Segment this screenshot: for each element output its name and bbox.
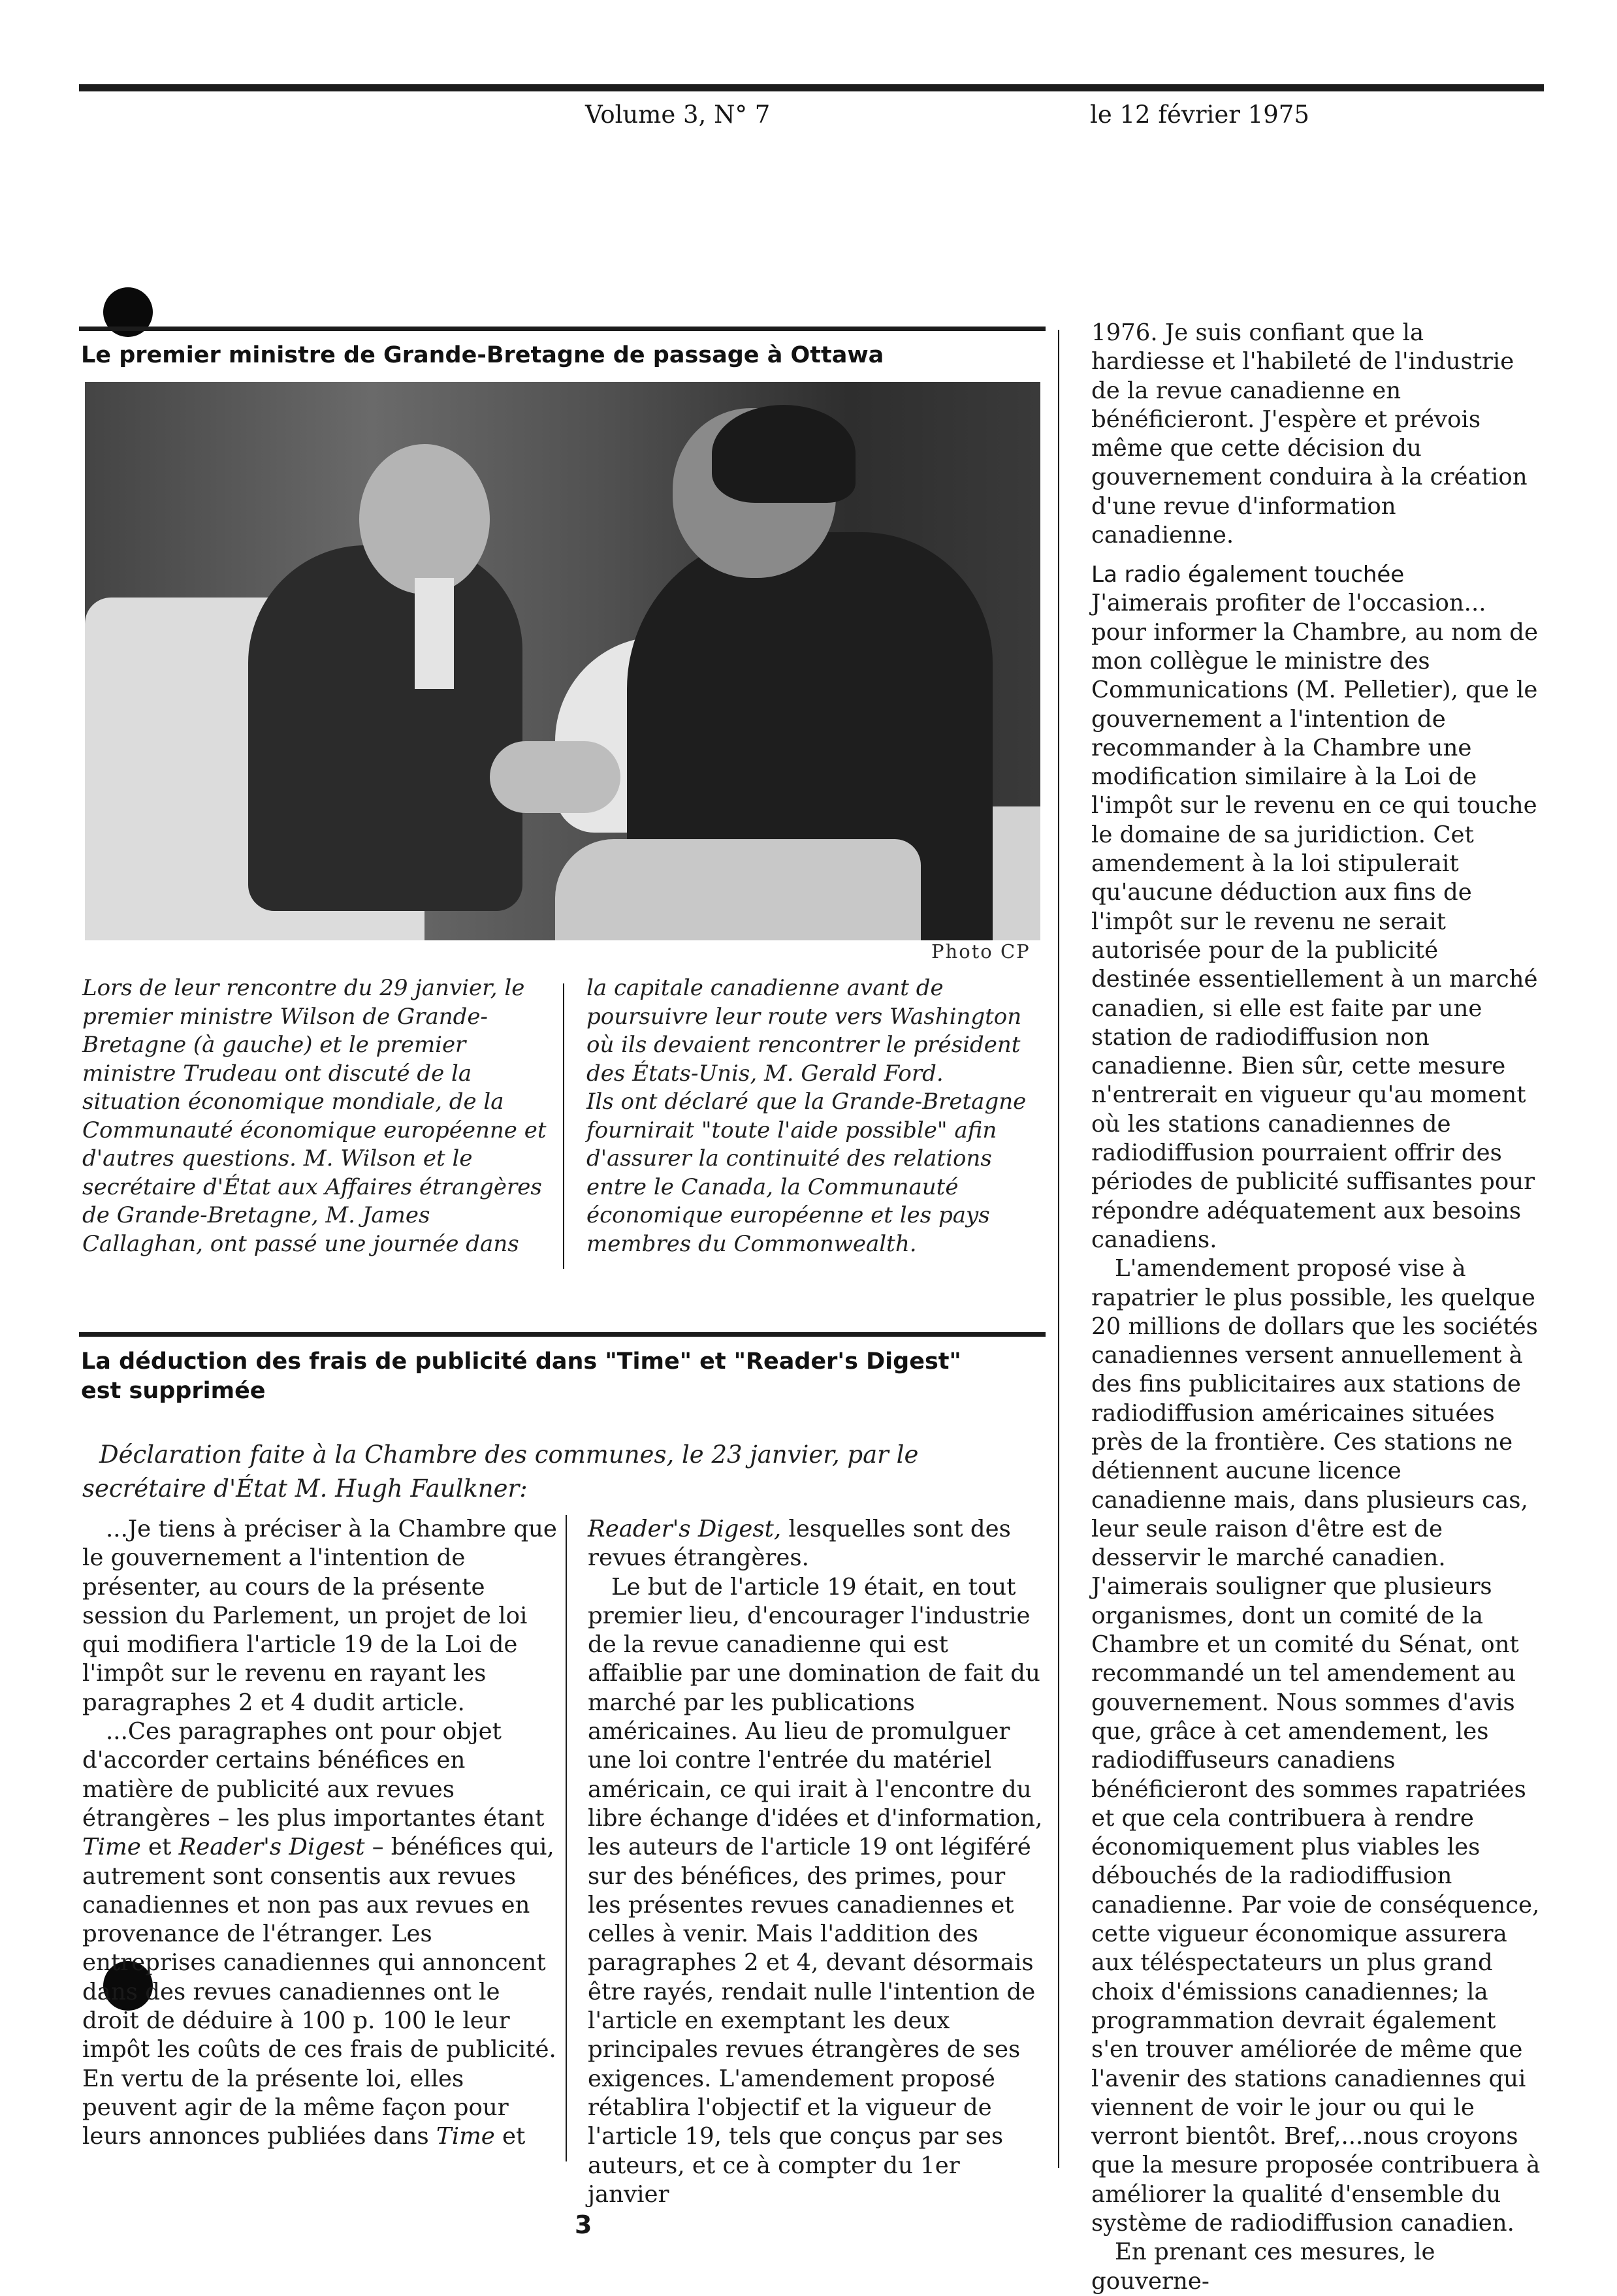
article2-col3-paragraph-0: 1976. Je suis confiant que la hardiesse et l'habileté de l'industrie de la revue canadienne en bénéficieront. J'espère et prévois même que cette décision du gouvernement conduira à la création d'une revue d'information canadienne.	[1091, 319, 1528, 549]
photo-trousers	[555, 839, 921, 940]
meeting-photo	[85, 382, 1040, 940]
article2-col2-paragraph-0	[588, 1515, 1045, 1573]
article2-col1-paragraph-2	[82, 1717, 563, 2151]
article2-col3-paragraph-1: J'aimerais profiter de l'occasion... pour informer la Chambre, au nom de mon collègue le ministre des Communications (M. Pelletier), que le gouvernement a l'intention de recommander à la Chambre une modification similaire à la Loi de l'impôt sur le revenu en ce qui touche le domaine de sa juridiction. Cet amendement à la loi stipulerait qu'aucune déduction aux fins de l'impôt sur le revenu ne serait autorisée pour de la publicité destinée essentiellement à un marché canadien, si elle est faite par une station de radiodiffusion non canadienne. Bien sûr, cette mesure n'entrerait en vigueur qu'au moment où les stations canadiennes de radiodiffusion pourraient offrir des périodes de publicité suffisantes pour répondre adéquatement aux besoins canadiens.	[1091, 590, 1538, 1253]
col1-p2-time: Time	[82, 1834, 141, 1861]
article2-divider-2	[1058, 330, 1059, 2168]
top-rule	[79, 84, 1544, 91]
article2-divider-1	[566, 1515, 567, 2161]
article2-headline: La déduction des frais de publicité dans "Time" et "Reader's Digest" est supprimée	[81, 1348, 961, 1404]
article2-col3-paragraph-2: L'amendement proposé vise à rapatrier le plus possible, les quelque 20 millions de dollars que les sociétés canadiennes versent annuellement à des fins publicitaires aux stations de radiodiffusion américaines situées près de la frontière. Ces stations ne détiennent aucune licence canadienne mais, dans plusieurs cas, leur seule raison d'être est de desservir le marché canadien. J'aimerais souligner que plusieurs organismes, dont un comité de la Chambre et un comité du Sénat, ont recommandé un tel amendement au gouvernement. Nous sommes d'avis que, grâce à cet amendement, les radiodiffuseurs canadiens bénéficieront des sommes rapatriées et que cela contribuera à rendre économiquement plus viables les débouchés de la radiodiffusion canadienne. Par voie de conséquence, cette vigueur économique assurera aux téléspectateurs un plus grand choix d'émissions canadiennes; la programmation devrait également s'en trouver améliorée de même que l'avenir des stations canadiennes qui viennent de voir le jour ou qui le verront bientôt. Bref,...nous croyons que la mesure proposée contribuera à améliorer la qualité d'ensemble du système de radiodiffusion canadien.	[1091, 1255, 1541, 2237]
article1-rule	[79, 327, 1046, 331]
col1-p2-text-b: – bénéfices qui, autrement sont consentis aux revues canadiennes et non pas aux revues en provenance de l'étranger. Les entreprises canadiennes qui annoncent dans des revues canadiennes ont le droit de déduire à 100 p. 100 le leur impôt les coûts de ces frais de publicité. En vertu de la présente loi, elles peuvent agir de la même façon pour leurs annonces publiées dans	[82, 1834, 556, 2150]
volume-number: Volume 3, N° 7	[585, 101, 771, 129]
caption-column-2-part1: la capitale canadienne avant de poursuivre leur route vers Washington où ils devaient rencontrer le président des États-Unis, M. Gerald Ford.	[586, 975, 1022, 1087]
caption-column-1: Lors de leur rencontre du 29 janvier, le premier ministre Wilson de Grande-Bretagne (à gauche) et le premier ministre Trudeau ont discuté de la situation économique mondiale, de la Communauté économique européenne et d'autres questions. M. Wilson et le secrétaire d'État aux Affaires étrangères de Grande-Bretagne, M. James Callaghan, ont passé une journée dans	[82, 975, 547, 1257]
col1-p2-text-a: ...Ces paragraphes ont pour objet d'accorder certains bénéfices en matière de publicité aux revues étrangères – les plus importantes étant	[82, 1718, 545, 1832]
article2-column-2	[588, 1515, 1045, 2209]
col2-p0-readers-digest: Reader's Digest,	[588, 1516, 782, 1542]
statement-line: Déclaration faite à la Chambre des communes, le 23 janvier, par le secrétaire d'État M. Hugh Faulkner:	[82, 1441, 919, 1503]
article2-column-3	[1091, 319, 1542, 2296]
col1-p2-et: et	[494, 2123, 526, 2150]
article2-col1-paragraph-1: ...Je tiens à préciser à la Chambre que le gouvernement a l'intention de présenter, au cours de la présente session du Parlement, un projet de loi qui modifiera l'article 19 de la Loi de l'impôt sur le revenu en rayant les paragraphes 2 et 4 dudit article.	[82, 1516, 557, 1716]
caption-column-2	[586, 974, 1044, 1258]
article2-column-1	[82, 1515, 563, 2152]
col1-p2-readers-digest: Reader's Digest	[178, 1834, 365, 1861]
article2-rule	[79, 1332, 1046, 1337]
col1-p2-and: et	[140, 1834, 179, 1861]
photo-left-man-suit	[248, 545, 522, 911]
photo-right-man-hair	[712, 405, 856, 503]
article2-col2-paragraph-1: Le but de l'article 19 était, en tout premier lieu, d'encourager l'industrie de la revue canadienne qui est affaiblie par une domination de fait du marché par les publications américaines. Au lieu de promulguer une loi contre l'entrée du matériel américain, ce qui irait à l'encontre du libre échange d'idées et d'information, les auteurs de l'article 19 ont légiféré sur des bénéfices, des primes, pour les présentes revues canadiennes et celles à venir. Mais l'addition des paragraphes 2 et 4, devant désormais être rayés, rendait nulle l'intention de l'article en exemptant les deux principales revues étrangères de ses exigences. L'amendement proposé rétablira l'objectif et la vigueur de l'article 19, tels que conçus par ses auteurs, et ce à compter du 1er janvier	[588, 1573, 1043, 2208]
article1-headline: Le premier ministre de Grande-Bretagne de passage à Ottawa	[81, 342, 884, 368]
col2-p0-text: lesquelles sont des revues étrangères.	[588, 1516, 1011, 1572]
col1-p2-time-2: Time	[436, 2123, 495, 2150]
caption-column-2-part2: Ils ont déclaré que la Grande-Bretagne fournirait "toute l'aide possible" afin d'assurer la continuité des relations entre le Canada, la Communauté économique européenne et les pays membres du Commonwealth.	[586, 1089, 1027, 1257]
photo-credit: Photo CP	[931, 940, 1031, 963]
page-number: 3	[575, 2210, 592, 2239]
issue-date: le 12 février 1975	[1090, 101, 1309, 129]
caption-divider	[563, 983, 564, 1269]
radio-subheading: La radio également touchée	[1091, 562, 1405, 588]
photo-hands	[490, 741, 620, 813]
photo-left-man-shirt	[415, 578, 454, 689]
photo-left-man-head	[359, 444, 490, 594]
article2-col3-paragraph-3: En prenant ces mesures, le gouverne-	[1091, 2239, 1435, 2295]
